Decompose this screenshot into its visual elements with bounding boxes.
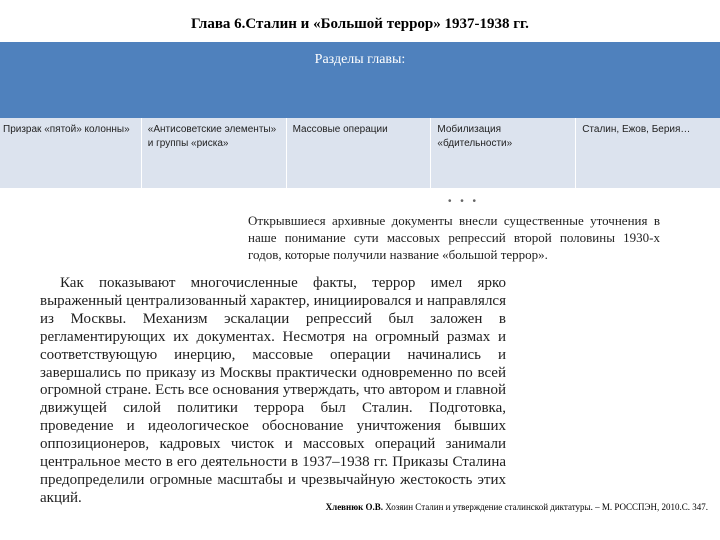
section-anti-soviet-elements[interactable]: «Антисоветские элементы» и группы «риска» bbox=[142, 118, 287, 188]
citation-author: Хлевнюк О.В. bbox=[325, 502, 384, 512]
source-citation bbox=[326, 502, 708, 512]
scan-main-paragraph: Как показывают многочисленные факты, террор имел ярко выраженный централизованный характер, инициировался и направлялся из Москвы. Механизм эскалации репрессий был заложен в регламентирующих их документах. Несмотря на огромный размах и соответствующую инерцию, массовые операции начинались и завершались по приказу из Москвы практически одновременно по всей огромной стране. Есть все основания утверждать, что автором и главной движущей силой политики террора был Сталин. Подготовка, проведение и идеологическое обоснование уничтожения бывших оппозиционеров, кадровых чисток и массовых операций занимали центральное место в его деятельности в 1937–1938 гг. Приказы Сталина предопределили огромные масштабы и чрезвычайную жестокость этих акций. bbox=[40, 275, 506, 506]
scan-intro-paragraph: Открывшиеся архивные документы внесли существенные уточнения в наше понимание сути массовых репрессий второй половины 1930-х годов, которые получили название «большой террор». bbox=[248, 213, 660, 262]
section-mass-operations[interactable]: Массовые операции bbox=[287, 118, 432, 188]
slide-title: Глава 6.Сталин и «Большой террор» 1937-1938 гг. bbox=[191, 16, 529, 32]
section-fifth-column[interactable]: Призрак «пятой» колонны» bbox=[0, 118, 142, 188]
separator-dots: • • • bbox=[448, 196, 480, 207]
sections-row bbox=[0, 118, 720, 188]
section-stalin-yezhov-beria[interactable]: Сталин, Ежов, Берия… bbox=[582, 124, 691, 135]
section-vigilance-mobilization[interactable]: Мобилизация «бдительности» bbox=[431, 118, 576, 188]
banner-title: Разделы главы: bbox=[314, 52, 406, 67]
chapter-sections-banner bbox=[0, 42, 720, 118]
citation-rest: Хозяин Сталин и утверждение сталинской диктатуры. – М. РОССПЭН, 2010.С. 347. bbox=[383, 502, 708, 512]
